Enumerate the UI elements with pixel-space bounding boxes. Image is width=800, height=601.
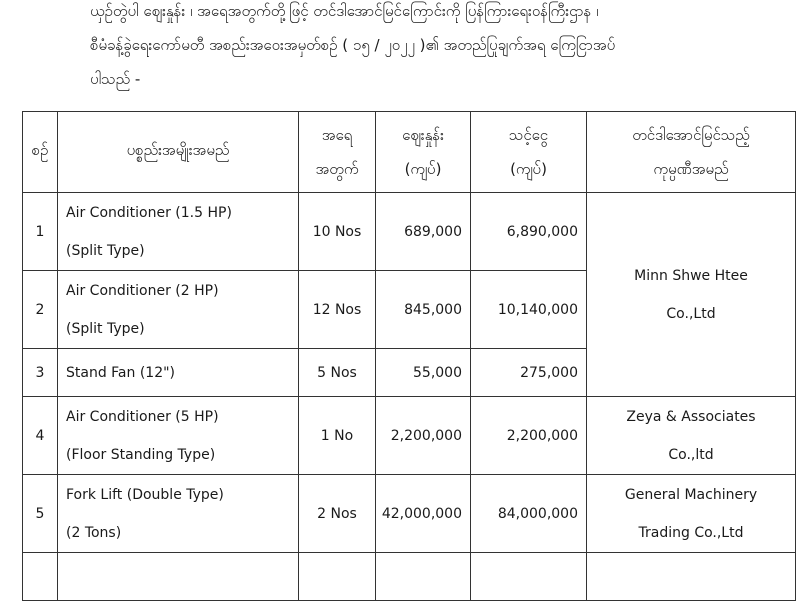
item-type: (Split Type) xyxy=(66,320,145,337)
company-name: General Machinery xyxy=(624,486,758,503)
row-qty: 2 Nos xyxy=(299,475,376,553)
row-total: 2,200,000 xyxy=(471,397,587,475)
row-price: 689,000 xyxy=(376,193,471,271)
item-type: (2 Tons) xyxy=(66,524,122,541)
item-name: Air Conditioner (1.5 HP) xyxy=(66,204,232,221)
row-no: 2 xyxy=(23,271,58,349)
item-type: (Floor Standing Type) xyxy=(66,446,216,463)
row-qty: 1 No xyxy=(299,397,376,475)
table-row xyxy=(23,475,796,553)
row-qty: 5 Nos xyxy=(299,349,376,397)
row-price: 42,000,000 xyxy=(376,475,471,553)
row-item xyxy=(58,475,299,553)
row-item xyxy=(58,193,299,271)
table-header-row xyxy=(23,112,796,193)
header-price-line-1: ဈေးနှုန်း xyxy=(402,126,444,144)
table-row xyxy=(23,193,796,271)
row-total: 275,000 xyxy=(471,349,587,397)
row-company xyxy=(587,475,796,553)
row-total: 6,890,000 xyxy=(471,193,587,271)
row-no: 5 xyxy=(23,475,58,553)
row-item xyxy=(58,271,299,349)
row-company xyxy=(587,193,796,397)
header-qty-line-1: အရေ xyxy=(321,126,353,144)
item-name: Air Conditioner (5 HP) xyxy=(66,408,219,425)
header-qty-line-2: အတွက် xyxy=(315,160,359,178)
company-suffix: Co.,Ltd xyxy=(666,305,716,322)
row-price: 55,000 xyxy=(376,349,471,397)
row-total: 10,140,000 xyxy=(471,271,587,349)
header-no: စဉ် xyxy=(23,112,58,193)
company-suffix: Trading Co.,Ltd xyxy=(638,524,744,541)
item-type: (Split Type) xyxy=(66,242,145,259)
row-company xyxy=(587,397,796,475)
row-no: 3 xyxy=(23,349,58,397)
company-suffix: Co.,ltd xyxy=(668,446,714,463)
header-total xyxy=(471,112,587,193)
table-row-partial xyxy=(23,553,796,601)
row-total: 84,000,000 xyxy=(471,475,587,553)
item-name: Stand Fan (12") xyxy=(66,364,176,381)
row-no: 1 xyxy=(23,193,58,271)
company-name: Zeya & Associates xyxy=(626,408,756,425)
header-total-line-2: (ကျပ်) xyxy=(510,160,547,178)
row-price: 2,200,000 xyxy=(376,397,471,475)
header-total-line-1: သင့်ငွေ xyxy=(508,126,549,144)
row-item xyxy=(58,349,299,397)
item-name: Fork Lift (Double Type) xyxy=(66,486,224,503)
company-name: Minn Shwe Htee xyxy=(634,267,748,284)
header-company xyxy=(587,112,796,193)
header-company-line-1: တင်ဒါအောင်မြင်သည့် xyxy=(632,126,750,144)
table-row xyxy=(23,397,796,475)
header-company-line-2: ကုမ္ပဏီအမည် xyxy=(653,160,729,178)
header-price-line-2: (ကျပ်) xyxy=(404,160,442,178)
row-price: 845,000 xyxy=(376,271,471,349)
row-qty: 10 Nos xyxy=(299,193,376,271)
row-qty: 12 Nos xyxy=(299,271,376,349)
intro-line-1: ယှဉ်တွဲပါ ဈေးနှုန်း ၊ အရေအတွက်တို့ဖြင့် တင်ဒါအောင်မြင်ကြောင်းကို ပြန်ကြားရေးဝန်ကြီးဌာန ၊ xyxy=(90,2,599,20)
row-no: 4 xyxy=(23,397,58,475)
item-name: Air Conditioner (2 HP) xyxy=(66,282,219,299)
header-qty xyxy=(299,112,376,193)
intro-line-3: ပါသည် - xyxy=(90,70,141,88)
header-item: ပစ္စည်းအမျိုးအမည် xyxy=(58,112,299,193)
header-price xyxy=(376,112,471,193)
row-item xyxy=(58,397,299,475)
intro-line-2: စီမံခန့်ခွဲရေးကော်မတီ အစည်းအဝေးအမှတ်စဉ် ( ၁၅ / ၂၀၂၂ )၏ အတည်ပြုချက်အရ ကြေငြာအပ် xyxy=(90,36,616,54)
tender-results-table xyxy=(22,111,796,601)
